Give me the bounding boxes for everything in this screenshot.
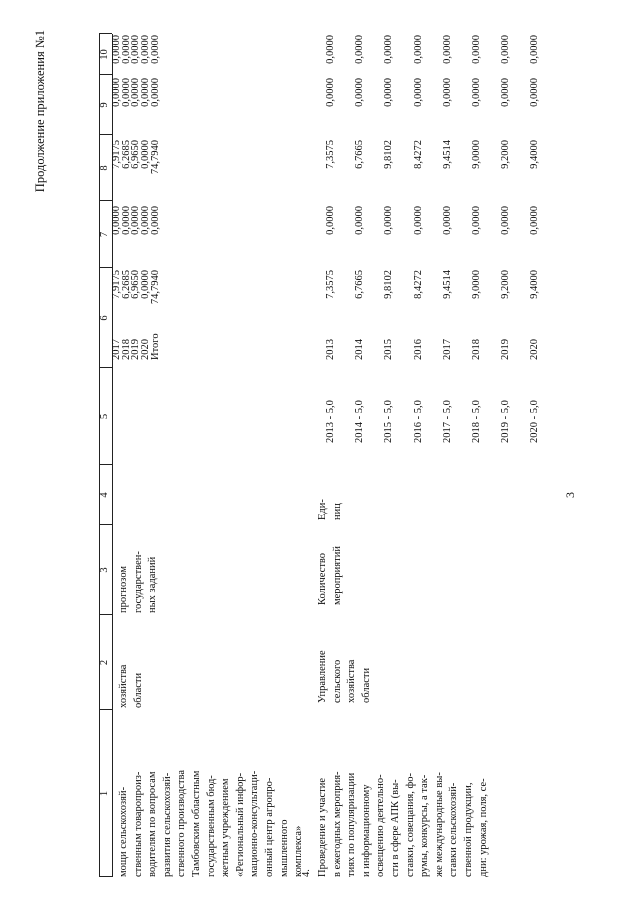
header-col-5: 5 xyxy=(99,413,110,420)
value-cell: 9,2000 xyxy=(500,270,512,299)
value-cell: 0,0000 xyxy=(140,35,152,64)
row-prev-col6 xyxy=(112,270,161,328)
value-cell: 0,0000 xyxy=(471,206,483,235)
value-cell: 9,8102 xyxy=(383,270,395,299)
value-cell: 7,9175 xyxy=(111,140,122,169)
value-cell: 0,0000 xyxy=(130,78,142,107)
value-cell: 0,0000 xyxy=(140,270,152,299)
row-4-col7 xyxy=(316,206,550,264)
continuation-note: Продолжение приложения №1 xyxy=(33,30,47,193)
value-cell: 0,0000 xyxy=(383,78,395,107)
value-cell: 8,4272 xyxy=(412,140,424,169)
header-col-10: 10 xyxy=(99,49,110,60)
value-cell: 9,2000 xyxy=(500,140,512,169)
value-cell: 6,2685 xyxy=(120,140,132,169)
year-label: 2014 xyxy=(354,339,366,360)
row-prev-col9 xyxy=(112,78,161,136)
value-cell: 9,4514 xyxy=(441,270,453,299)
row-prev-col10 xyxy=(112,35,161,83)
target-value: 2015 - 5,0 xyxy=(383,400,395,443)
value-cell: 0,0000 xyxy=(120,206,132,235)
value-cell: 9,4514 xyxy=(441,140,453,169)
year-label: 2020 xyxy=(529,339,541,360)
value-cell: 0,0000 xyxy=(441,206,453,235)
value-cell: 0,0000 xyxy=(149,78,161,107)
value-cell: 0,0000 xyxy=(441,35,453,64)
header-col-1: 1 xyxy=(99,790,110,797)
page-number: 3 xyxy=(563,492,577,498)
row-prev-description: мощи сельскохозяй- ственным товаропроиз- водителям по вопросам развития сельскохозяй- ственного производства Тамбовским областным государственным бюд- жетным учреждением «Региональный инфор- мационно-консультаци- онный центр агропро- мышленного комплекса» xyxy=(118,769,305,877)
value-cell: 0,0000 xyxy=(500,78,512,107)
value-cell: 0,0000 xyxy=(529,206,541,235)
row-prev-col8 xyxy=(112,140,161,198)
value-cell: 0,0000 xyxy=(412,206,424,235)
target-value: 2018 - 5,0 xyxy=(471,400,483,443)
target-value: 2014 - 5,0 xyxy=(354,400,366,443)
target-value: 2013 - 5,0 xyxy=(325,400,336,443)
target-value: 2019 - 5,0 xyxy=(500,400,512,443)
year-label: 2018 xyxy=(120,339,132,360)
target-value: 2016 - 5,0 xyxy=(412,400,424,443)
year-label: 2019 xyxy=(500,339,512,360)
value-cell: 0,0000 xyxy=(471,35,483,64)
value-cell: 9,4000 xyxy=(529,140,541,169)
header-col-3: 3 xyxy=(99,567,110,573)
row-4-unit: Еди- ниц xyxy=(317,499,343,520)
value-cell: 6,7665 xyxy=(354,140,366,169)
row-4-number: 4. xyxy=(301,869,312,877)
value-cell: 0,0000 xyxy=(149,35,161,64)
value-cell: 0,0000 xyxy=(383,35,395,64)
value-cell: 0,0000 xyxy=(354,206,366,235)
value-cell: 7,3575 xyxy=(325,140,336,169)
header-col-2: 2 xyxy=(99,659,110,666)
year-label: Итого xyxy=(149,333,161,360)
row-prev-col7 xyxy=(112,206,161,264)
value-cell: 0,0000 xyxy=(412,35,424,64)
row-prev-executor: хозяйства области xyxy=(118,664,144,708)
value-cell: 0,0000 xyxy=(140,78,152,107)
row-4-description: Проведение и участие в ежегодных мероприя- тиях по популяризации и информационному освещению деятельно- сти в сфере АПК (вы- ставки, совещания, фо- румы, конкурсы, а так- же международные вы- ставки сельскохозяй- ственной продукции, дни: урожая, поля, се- xyxy=(317,771,489,877)
value-cell: 0,0000 xyxy=(471,78,483,107)
year-label: 2017 xyxy=(441,339,453,360)
value-cell: 0,0000 xyxy=(130,35,142,64)
header-col-9: 9 xyxy=(99,102,110,108)
target-value: 2017 - 5,0 xyxy=(441,400,453,443)
value-cell: 0,0000 xyxy=(354,35,366,64)
year-label: 2017 xyxy=(111,339,122,360)
value-cell: 7,9175 xyxy=(111,270,122,299)
value-cell: 0,0000 xyxy=(140,206,152,235)
value-cell: 0,0000 xyxy=(383,206,395,235)
row-prev-years xyxy=(112,333,161,360)
value-cell: 0,0000 xyxy=(140,140,152,169)
value-cell: 0,0000 xyxy=(325,78,336,107)
value-cell: 0,0000 xyxy=(111,78,122,107)
row-prev-indicator: прогнозом государствен- ных заданий xyxy=(118,551,159,613)
value-cell: 0,0000 xyxy=(500,35,512,64)
value-cell: 0,0000 xyxy=(325,206,336,235)
value-cell: 0,0000 xyxy=(325,35,336,64)
row-4-col9 xyxy=(316,78,550,136)
header-col-6: 6 xyxy=(99,315,110,321)
value-cell: 0,0000 xyxy=(111,206,122,235)
row-4-col6 xyxy=(316,270,550,328)
year-label: 2013 xyxy=(325,339,336,360)
value-cell: 6,7665 xyxy=(354,270,366,299)
row-4-executor: Управление сельского хозяйства области xyxy=(317,650,372,703)
row-4-indicator: Количество мероприятий xyxy=(317,546,343,605)
value-cell: 74,7940 xyxy=(149,140,161,175)
value-cell: 0,0000 xyxy=(354,78,366,107)
value-cell: 0,0000 xyxy=(500,206,512,235)
row-4-col10 xyxy=(316,35,550,83)
value-cell: 6,2685 xyxy=(120,270,132,299)
value-cell: 0,0000 xyxy=(130,206,142,235)
value-cell: 9,8102 xyxy=(383,140,395,169)
value-cell: 9,0000 xyxy=(471,140,483,169)
row-4-col8 xyxy=(316,140,550,198)
value-cell: 0,0000 xyxy=(111,35,122,64)
value-cell: 0,0000 xyxy=(529,78,541,107)
year-label: 2015 xyxy=(383,339,395,360)
value-cell: 8,4272 xyxy=(412,270,424,299)
value-cell: 9,0000 xyxy=(471,270,483,299)
year-label: 2018 xyxy=(471,339,483,360)
year-label: 2019 xyxy=(130,339,142,360)
header-col-8: 8 xyxy=(99,165,110,171)
value-cell: 6,9650 xyxy=(130,270,142,299)
header-col-7: 7 xyxy=(99,231,110,238)
value-cell: 9,4000 xyxy=(529,270,541,299)
value-cell: 0,0000 xyxy=(529,35,541,64)
value-cell: 0,0000 xyxy=(120,35,132,64)
year-label: 2016 xyxy=(412,339,424,360)
value-cell: 0,0000 xyxy=(149,206,161,235)
row-4-col5 xyxy=(316,387,550,443)
header-col-4: 4 xyxy=(99,492,110,498)
value-cell: 0,0000 xyxy=(412,78,424,107)
value-cell: 0,0000 xyxy=(120,78,132,107)
row-4-years xyxy=(316,339,550,360)
target-value: 2020 - 5,0 xyxy=(529,400,541,443)
value-cell: 0,0000 xyxy=(441,78,453,107)
value-cell: 74,7940 xyxy=(149,270,161,305)
value-cell: 7,3575 xyxy=(325,270,336,299)
year-label: 2020 xyxy=(140,339,152,360)
value-cell: 6,9650 xyxy=(130,140,142,169)
